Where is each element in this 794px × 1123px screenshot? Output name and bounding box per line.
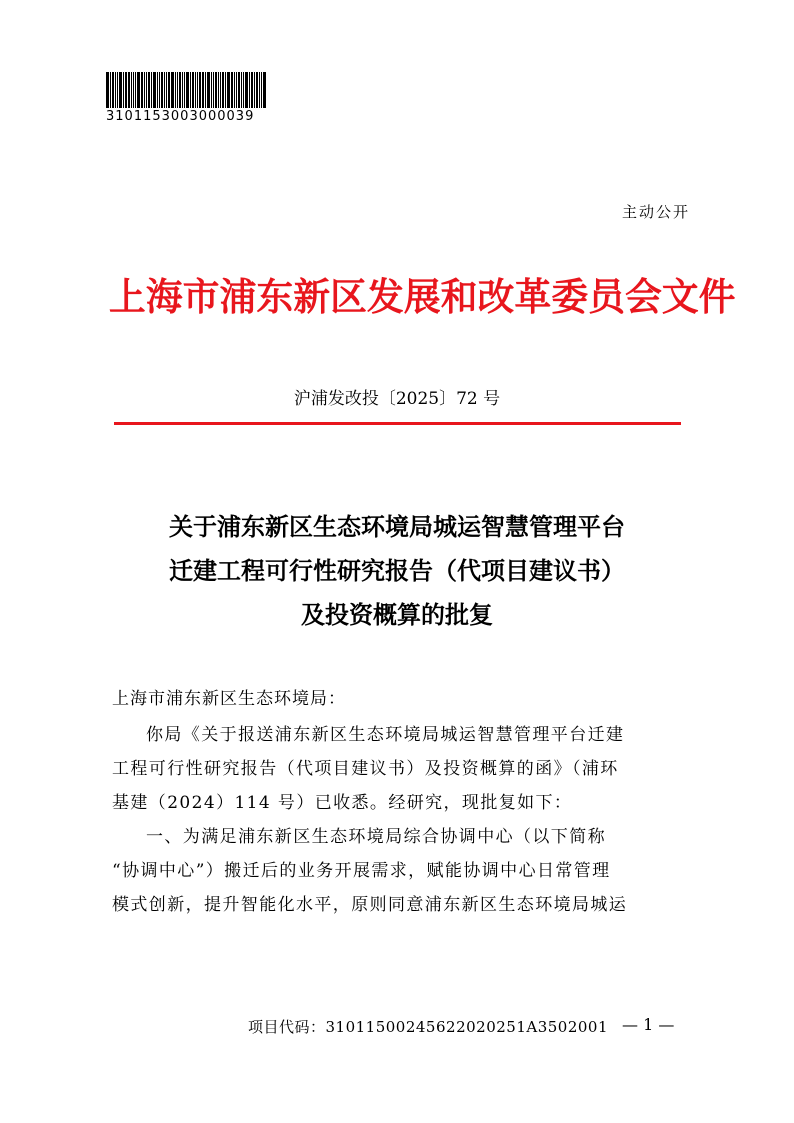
- page-number: — 1 —: [622, 1015, 675, 1034]
- body-line: 模式创新，提升智能化水平，原则同意浦东新区生态环境局城运: [112, 895, 628, 915]
- red-divider: [114, 422, 681, 425]
- body-line: “协调中心”）搬迁后的业务开展需求，赋能协调中心日常管理: [112, 861, 611, 881]
- project-code: 项目代码：31011500245622020251A3502001: [248, 1018, 609, 1036]
- subject-line: 及投资概算的批复: [301, 600, 493, 629]
- letter-body: [112, 718, 694, 922]
- barcode-number: 3101153003000039: [106, 109, 255, 124]
- document-number: 沪浦发改投〔2025〕72 号: [293, 389, 501, 409]
- subject-heading: [100, 505, 694, 637]
- body-line: 工程可行性研究报告（代项目建议书）及投资概算的函》（浦环: [112, 759, 619, 779]
- barcode: [106, 72, 294, 108]
- body-line: 一、为满足浦东新区生态环境局综合协调中心（以下简称: [146, 827, 606, 847]
- document-title: 上海市浦东新区发展和改革委员会文件: [108, 274, 736, 319]
- subject-line: 迁建工程可行性研究报告（代项目建议书）: [169, 556, 625, 585]
- subject-line: 关于浦东新区生态环境局城运智慧管理平台: [169, 512, 625, 541]
- disclosure-label: 主动公开: [621, 203, 690, 221]
- body-line: 基建（2024）114 号）已收悉。经研究，现批复如下：: [112, 793, 573, 813]
- body-line: 你局《关于报送浦东新区生态环境局城运智慧管理平台迁建: [146, 725, 625, 745]
- addressee: 上海市浦东新区生态环境局：: [112, 689, 346, 709]
